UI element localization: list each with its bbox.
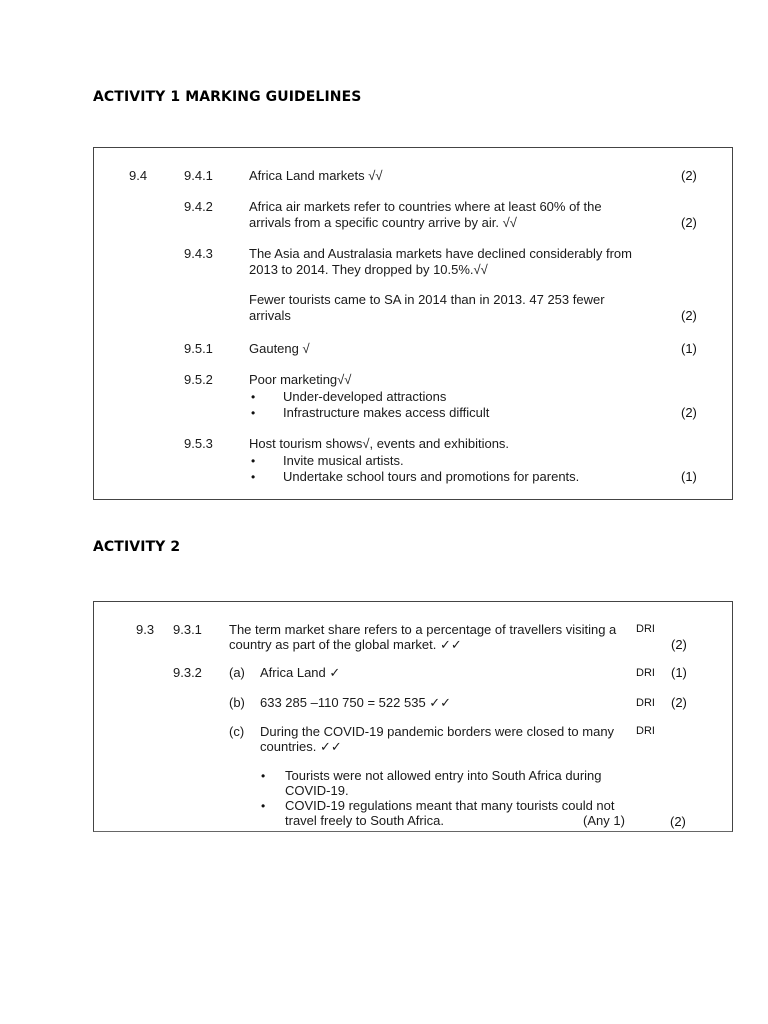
bullet-icon: • <box>251 390 256 404</box>
answer-text: Host tourism shows√, events and exhibitions. <box>249 436 510 451</box>
mark: (2) <box>670 814 686 829</box>
answer-text: Poor marketing√√ <box>249 372 352 387</box>
activity1-heading: ACTIVITY 1 MARKING GUIDELINES <box>93 89 362 105</box>
bullet-icon: • <box>251 406 256 420</box>
answer-text: countries. ✓✓ <box>260 739 342 754</box>
activity2-heading: ACTIVITY 2 <box>93 539 181 555</box>
bullet-text: COVID-19 regulations meant that many tourists could not <box>285 798 615 813</box>
item-number: 9.5.3 <box>184 436 213 451</box>
mark: (2) <box>681 308 697 323</box>
mark: (1) <box>681 469 697 484</box>
answer-text: Fewer tourists came to SA in 2014 than in 2013. 47 253 fewer <box>249 292 605 307</box>
item-number: 9.4.2 <box>184 199 213 214</box>
answer-text: Gauteng √ <box>249 341 310 356</box>
bullet-text: Undertake school tours and promotions for parents. <box>283 469 580 484</box>
part-label: (c) <box>229 724 245 739</box>
answer-text: During the COVID-19 pandemic borders were closed to many <box>260 724 615 739</box>
bullet-icon: • <box>251 454 256 468</box>
dri-label: DRI <box>636 667 655 679</box>
item-number: 9.3.1 <box>173 622 202 637</box>
part-label: (a) <box>229 665 245 680</box>
bullet-text: Invite musical artists. <box>283 453 404 468</box>
question-number: 9.3 <box>136 622 155 637</box>
bullet-icon: • <box>261 799 266 813</box>
bullet-text: COVID-19. <box>285 783 349 798</box>
bullet-text: travel freely to South Africa. <box>285 813 444 828</box>
bullet-icon: • <box>261 769 266 783</box>
bullet-icon: • <box>251 470 256 484</box>
mark: (2) <box>671 637 687 652</box>
activity1-marking-box <box>93 147 733 500</box>
part-label: (b) <box>229 695 245 710</box>
mark: (2) <box>671 695 687 710</box>
bullet-text: Under-developed attractions <box>283 389 447 404</box>
answer-text: country as part of the global market. ✓✓ <box>229 637 462 652</box>
mark: (2) <box>681 405 697 420</box>
mark: (2) <box>681 215 697 230</box>
dri-label: DRI <box>636 697 655 709</box>
mark: (1) <box>681 341 697 356</box>
answer-text: arrivals from a specific country arrive by air. √√ <box>249 215 517 230</box>
activity2-marking-box <box>93 601 733 832</box>
mark: (1) <box>671 665 687 680</box>
any-one-note: (Any 1) <box>583 813 625 828</box>
answer-text: 633 285 –110 750 = 522 535 ✓✓ <box>260 695 452 710</box>
dri-label: DRI <box>636 623 655 635</box>
bullet-text: Tourists were not allowed entry into South Africa during <box>285 768 602 783</box>
item-number: 9.3.2 <box>173 665 202 680</box>
answer-text: arrivals <box>249 308 291 323</box>
answer-text: The term market share refers to a percentage of travellers visiting a <box>229 622 617 637</box>
bullet-text: Infrastructure makes access difficult <box>283 405 490 420</box>
item-number: 9.5.1 <box>184 341 213 356</box>
item-number: 9.4.1 <box>184 168 213 183</box>
answer-text: Africa Land markets √√ <box>249 168 383 183</box>
answer-text: 2013 to 2014. They dropped by 10.5%.√√ <box>249 262 488 277</box>
item-number: 9.4.3 <box>184 246 213 261</box>
mark: (2) <box>681 168 697 183</box>
question-number: 9.4 <box>129 168 148 183</box>
answer-text: Africa Land ✓ <box>260 665 341 680</box>
answer-text: Africa air markets refer to countries where at least 60% of the <box>249 199 602 214</box>
item-number: 9.5.2 <box>184 372 213 387</box>
dri-label: DRI <box>636 725 655 737</box>
answer-text: The Asia and Australasia markets have declined considerably from <box>249 246 632 261</box>
